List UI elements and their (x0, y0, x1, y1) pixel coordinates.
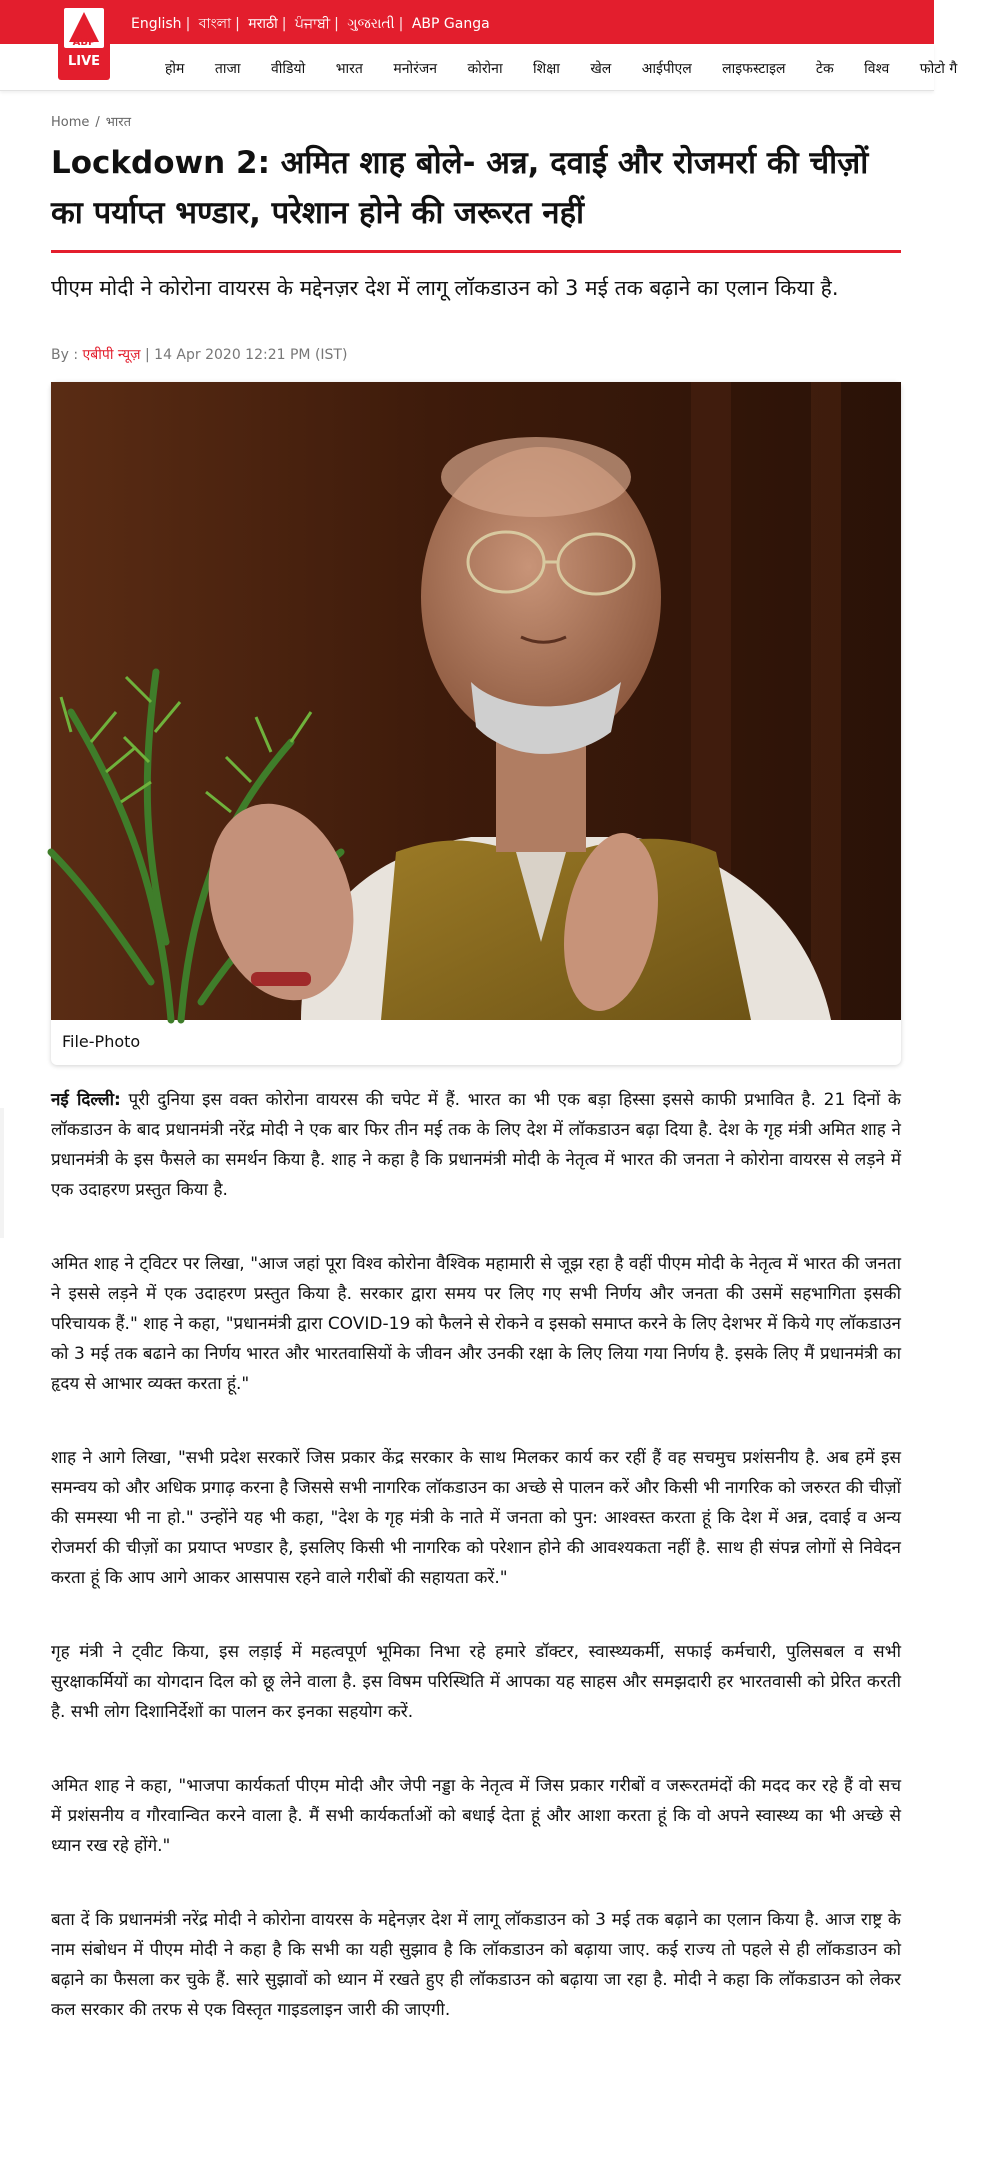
left-edge-tab[interactable] (0, 1108, 4, 1238)
nav-world[interactable]: विश्व (864, 61, 890, 77)
lang-abp-ganga[interactable]: ABP Ganga (411, 16, 490, 32)
nav-photo-gallery[interactable]: फोटो गै (919, 61, 958, 77)
nav-home[interactable]: होम (165, 61, 185, 77)
dateline: नई दिल्ली: (51, 1090, 121, 1110)
nav-video[interactable]: वीडियो (270, 61, 306, 77)
nav-ipl[interactable]: आईपीएल (641, 61, 692, 77)
nav-lifestyle[interactable]: लाइफस्टाइल (722, 61, 786, 77)
byline-date: | 14 Apr 2020 12:21 PM (IST) (140, 347, 348, 363)
lang-punjabi[interactable]: ਪੰਜਾਬੀ (294, 16, 331, 32)
article-paragraph-4: गृह मंत्री ने ट्वीट किया, इस लड़ाई में महत्वपूर्ण भूमिका निभा रहे हमारे डॉक्टर, स्वास्थ्यकर्मी, सफाई कर्मचारी, पुलिसबल व सभी सुरक्षाकर्मियों का योगदान दिल को छू लेने वाला है. इस विषम परिस्थिति में आपका यह साहस और समझदारी हर भारतवासी को प्रेरित करती है. सभी लोग दिशानिर्देशों का पालन कर इनका सहयोग करें. (51, 1642, 901, 1722)
nav-india[interactable]: भारत (335, 61, 363, 77)
nav-entertainment[interactable]: मनोरंजन (393, 61, 437, 77)
article-subheadline: पीएम मोदी ने कोरोना वायरस के मद्देनज़र देश में लागू लॉकडाउन को 3 मई तक बढ़ाने का एलान किया है. (51, 276, 839, 300)
lang-bangla[interactable]: বাংলা (198, 16, 232, 32)
byline-author[interactable]: एबीपी न्यूज़ (82, 347, 141, 363)
nav-latest[interactable]: ताजा (214, 61, 241, 77)
top-language-bar (0, 0, 934, 44)
lang-english[interactable]: English (131, 16, 182, 32)
breadcrumb-section[interactable]: भारत (105, 115, 132, 130)
article-figure (51, 382, 901, 1065)
byline-prefix: By : (51, 347, 83, 363)
article-paragraph-1 (51, 1085, 901, 1205)
article-headline: Lockdown 2: अमित शाह बोले- अन्न, दवाई और रोजमर्रा की चीज़ों का पर्याप्त भण्डार, परेशान होने की जरूरत नहीं (51, 145, 869, 231)
language-links: English | বাংলা | मराठी | ਪੰਜਾਬੀ | ગુજરાતી | ABP Ganga (131, 16, 490, 32)
lang-gujarati[interactable]: ગુજરાતી (347, 16, 395, 32)
article-photo (51, 382, 901, 1020)
breadcrumb: Home / भारत (51, 115, 132, 130)
headline-divider (51, 250, 901, 253)
nav-sports[interactable]: खेल (590, 61, 612, 77)
main-navigation (0, 44, 958, 91)
lang-marathi[interactable]: मराठी (248, 16, 278, 32)
article-paragraph-6: बता दें कि प्रधानमंत्री नरेंद्र मोदी ने कोरोना वायरस के मद्देनज़र देश में लागू लॉकडाउन को 3 मई तक बढ़ाने का एलान किया है. आज राष्ट्र के नाम संबोधन में पीएम मोदी ने कहा है कि सभी का यही सुझाव है कि लॉकडाउन को बढ़ाया जाए. कई राज्य तो पहले से ही लॉकडाउन को बढ़ाने का फैसला कर चुके हैं. सारे सुझावों को ध्यान में रखते हुए ही लॉकडाउन को बढ़ाया जा रहा है. मोदी ने कहा कि लॉकडाउन को लेकर कल सरकार की तरफ से एक विस्तृत गाइडलाइन जारी की जाएगी. (51, 1910, 901, 2020)
logo-text-abp: ABP (72, 37, 96, 48)
article-body (51, 1085, 901, 2069)
byline (51, 345, 347, 364)
article-paragraph-2: अमित शाह ने ट्विटर पर लिखा, "आज जहां पूरा विश्व कोरोना वैश्विक महामारी से जूझ रहा है वहीं पीएम मोदी के नेतृत्व में भारत की जनता ने इससे लड़ने में एक उदाहरण प्रस्तुत किया है. सरकार द्वारा समय पर लिए गए सभी निर्णय और जनता की उसमें सहभागिता इसकी परिचायक हैं." शाह ने कहा, "प्रधानमंत्री द्वारा COVID-19 को फैलने से रोकने व इसको समाप्त करने के लिए देशभर में किये गए लॉकडाउन को 3 मई तक बढाने का निर्णय भारत और भारतवासियों के जीवन और उनकी रक्षा के लिए लिया गया निर्णय है. इसके लिए मैं प्रधानमंत्री का हृदय से आभार व्यक्त करता हूं." (51, 1254, 901, 1394)
paragraph-text: पूरी दुनिया इस वक्त कोरोना वायरस की चपेट में हैं. भारत का भी एक बड़ा हिस्सा इससे काफी प्रभावित है. 21 दिनों के लॉकडाउन के बाद प्रधानमंत्री नरेंद्र मोदी ने एक बार फिर तीन मई तक के लिए देश में लॉकडाउन बढ़ा दिया है. देश के गृह मंत्री अमित शाह ने प्रधानमंत्री के इस फैसले का समर्थन किया है. शाह ने कहा है कि प्रधानमंत्री मोदी के नेतृत्व में भारत की जनता ने कोरोना वायरस से लड़ने में एक उदाहरण प्रस्तुत किया है. (51, 1090, 901, 1200)
nav-education[interactable]: शिक्षा (533, 61, 560, 77)
article-paragraph-3: शाह ने आगे लिखा, "सभी प्रदेश सरकारें जिस प्रकार केंद्र सरकार के साथ मिलकर कार्य कर रहीं हैं वह सचमुच प्रशंसनीय है. अब हमें इस समन्वय को और अधिक प्रगाढ़ करना है जिससे सभी नागरिक लॉकडाउन का अच्छे से पालन करें और किसी भी नागरिक को जरुरत की चीज़ों की समस्या भी ना हो." उन्होंने यह भी कहा, "देश के गृह मंत्री के नाते में जनता को पुन: आश्वस्त करता हूं कि देश में अन्न, दवाई व अन्य रोजमर्रा की चीज़ों का प्रयाप्त भण्डार है, इसलिए किसी भी नागरिक को परेशान होने की आवश्यकता नहीं है. साथ ही संपन्न लोगों से निवेदन करता हूं कि आप आगे आकर आसपास रहने वाले गरीबों की सहायता करें." (51, 1448, 901, 1588)
article-paragraph-5: अमित शाह ने कहा, "भाजपा कार्यकर्ता पीएम मोदी और जेपी नड्डा के नेतृत्व में जिस प्रकार गरीबों व जरूरतमंदों की मदद कर रहे हैं वो सच में प्रशंसनीय व गौरवान्वित करने वाला है. मैं सभी कार्यकर्ताओं को बधाई देता हूं और आशा करता हूं कि वो अपने स्वास्थ्य का भी अच्छे से ध्यान रख रहे होंगे." (51, 1776, 901, 1856)
abp-live-logo[interactable] (58, 4, 110, 80)
logo-text-live: LIVE (67, 54, 101, 69)
nav-corona[interactable]: कोरोना (467, 61, 503, 77)
image-caption: File-Photo (62, 1032, 141, 1051)
breadcrumb-home[interactable]: Home (51, 115, 90, 130)
nav-tech[interactable]: टेक (815, 61, 834, 77)
